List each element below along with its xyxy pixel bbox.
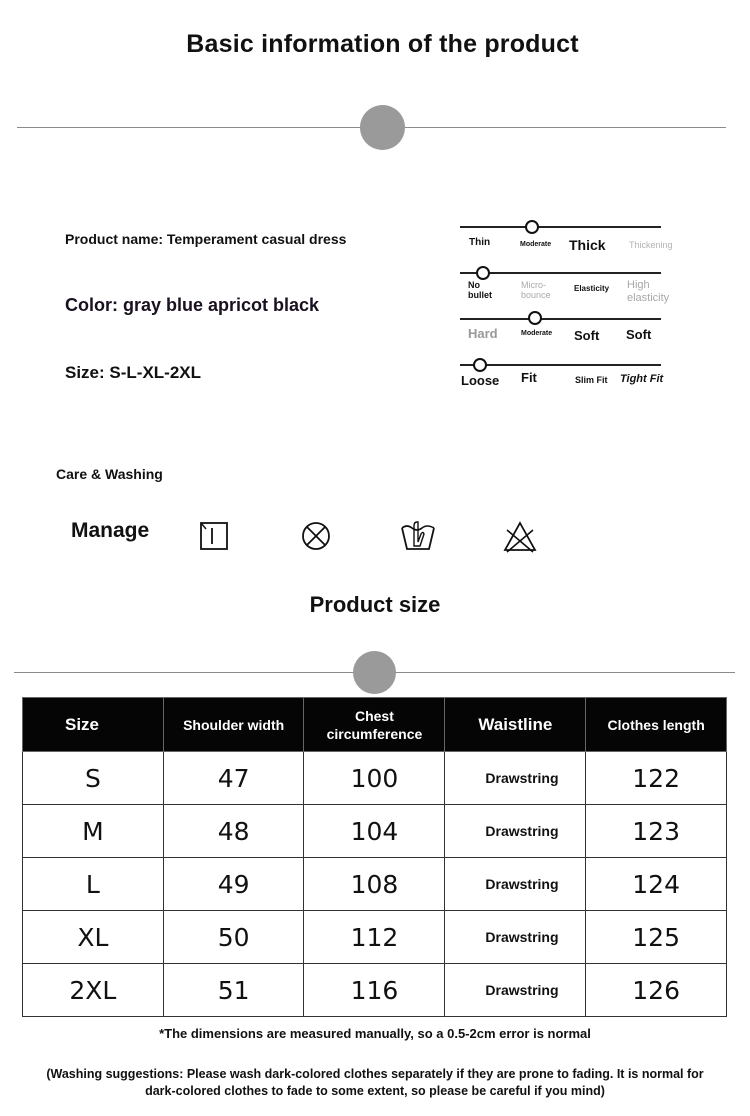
table-header-cell: Shoulder width — [163, 698, 304, 752]
scale-label: Moderate — [520, 241, 552, 248]
product-color: Color: gray blue apricot black — [65, 295, 320, 315]
thickness-scale-line — [460, 226, 661, 228]
table-cell: 112 — [304, 911, 445, 964]
do-not-bleach-icon — [502, 518, 538, 554]
softness-scale-marker — [528, 311, 542, 325]
do-not-tumble-dry-icon — [298, 518, 334, 554]
size-section-title: Product size — [309, 592, 441, 617]
scale-label: Hard — [468, 326, 498, 341]
scale-label: Tight Fit — [620, 373, 664, 385]
table-row — [23, 752, 727, 805]
scale-label: Loose — [461, 373, 500, 388]
hand-wash-icon — [398, 516, 438, 554]
softness-scale-line — [460, 318, 661, 320]
scale-label: Thin — [469, 237, 491, 248]
page-title: Basic information of the product — [186, 30, 579, 58]
table-row — [23, 964, 727, 1017]
scale-label: Fit — [521, 370, 537, 385]
table-cell: 48 — [163, 805, 304, 858]
table-cell: 104 — [304, 805, 445, 858]
table-cell: 123 — [586, 805, 727, 858]
line-dry-icon — [197, 519, 231, 553]
elasticity-scale-line — [460, 272, 661, 274]
table-cell: 51 — [163, 964, 304, 1017]
scale-label: Thickening — [629, 240, 673, 250]
table-cell: M — [23, 805, 164, 858]
table-cell: 122 — [586, 752, 727, 805]
table-row — [23, 805, 727, 858]
table-cell: 2XL — [23, 964, 164, 1017]
table-row — [23, 858, 727, 911]
table-header-row — [23, 698, 727, 752]
care-heading: Care & Washing — [56, 466, 163, 482]
table-cell: S — [23, 752, 164, 805]
scale-label: Thick — [569, 237, 606, 253]
table-cell: 50 — [163, 911, 304, 964]
table-header-cell: Clothes length — [586, 698, 727, 752]
scale-label: High elasticity — [627, 279, 670, 304]
scale-label: Elasticity — [574, 284, 610, 293]
size-table — [22, 697, 727, 1017]
scale-label: Slim Fit — [575, 375, 608, 385]
scale-label: No bullet — [468, 280, 492, 301]
table-header-cell: Chest circumference — [304, 698, 445, 752]
scale-label: Micro-bounce — [521, 280, 551, 301]
elasticity-scale-marker — [476, 266, 490, 280]
product-size: Size: S-L-XL-2XL — [65, 363, 202, 382]
table-row — [23, 911, 727, 964]
scale-label: Moderate — [521, 330, 553, 337]
table-cell: 100 — [304, 752, 445, 805]
table-header-cell: Waistline — [445, 698, 586, 752]
measurement-note: *The dimensions are measured manually, so a 0.5-2cm error is normal — [159, 1026, 591, 1041]
product-name: Product name: Temperament casual dress — [65, 231, 347, 247]
table-cell: Drawstring — [445, 911, 586, 964]
scale-label: Soft — [574, 328, 600, 343]
table-cell: 47 — [163, 752, 304, 805]
divider-dot — [353, 651, 396, 694]
washing-note: (Washing suggestions: Please wash dark-colored clothes separately if they are prone to fading. It is normal for dark-colored clothes to fade to some extent, so please be careful if you mind) — [46, 1067, 704, 1098]
manage-label: Manage — [71, 519, 150, 542]
table-cell: L — [23, 858, 164, 911]
table-cell: Drawstring — [445, 964, 586, 1017]
fit-scale-marker — [473, 358, 487, 372]
table-cell: 116 — [304, 964, 445, 1017]
thickness-scale-marker — [525, 220, 539, 234]
table-cell: 124 — [586, 858, 727, 911]
table-cell: 126 — [586, 964, 727, 1017]
table-cell: Drawstring — [445, 752, 586, 805]
table-cell: 108 — [304, 858, 445, 911]
table-cell: Drawstring — [445, 805, 586, 858]
table-header-cell: Size — [23, 698, 164, 752]
table-cell: XL — [23, 911, 164, 964]
fit-scale-line — [460, 364, 661, 366]
scale-label: Soft — [626, 327, 652, 342]
table-cell: Drawstring — [445, 858, 586, 911]
divider-dot — [360, 105, 405, 150]
table-cell: 125 — [586, 911, 727, 964]
table-cell: 49 — [163, 858, 304, 911]
